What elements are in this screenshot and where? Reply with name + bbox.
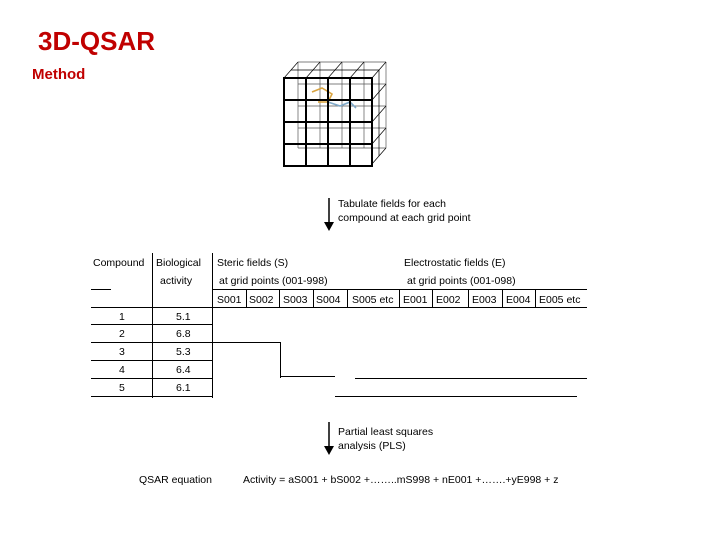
table-divider	[91, 307, 587, 308]
row-4-activity: 6.4	[176, 364, 191, 376]
table-divider	[399, 289, 400, 307]
field-col-e003: E003	[472, 294, 497, 306]
header-biological: Biological	[156, 257, 201, 269]
table-divider	[212, 342, 280, 343]
field-col-s002: S002	[249, 294, 274, 306]
table-divider	[280, 342, 281, 378]
grid-cube-illustration	[278, 58, 408, 182]
header-steric-points: at grid points (001-998)	[219, 275, 328, 287]
table-divider	[212, 253, 213, 398]
row-5-activity: 6.1	[176, 382, 191, 394]
table-divider	[279, 289, 280, 307]
table-divider	[152, 253, 153, 398]
field-col-s004: S004	[316, 294, 341, 306]
down-arrow-1-icon	[323, 198, 335, 232]
row-3-activity: 5.3	[176, 346, 191, 358]
row-1-activity: 5.1	[176, 311, 191, 323]
table-divider	[246, 289, 247, 307]
header-compound: Compound	[93, 257, 145, 269]
slide-subtitle: Method	[32, 66, 86, 83]
slide-title: 3D-QSAR	[38, 26, 156, 56]
tabulate-note: Tabulate fields for each compound at each grid point	[338, 198, 471, 224]
field-col-e005: E005 etc	[539, 294, 581, 306]
table-divider	[91, 396, 212, 397]
row-4-compound: 4	[119, 364, 125, 376]
row-3-compound: 3	[119, 346, 125, 358]
row-5-compound: 5	[119, 382, 125, 394]
field-col-s005: S005 etc	[352, 294, 394, 306]
down-arrow-2-icon	[323, 422, 335, 456]
table-divider	[468, 289, 469, 307]
field-col-e002: E002	[436, 294, 461, 306]
table-divider	[91, 342, 212, 343]
table-divider	[535, 289, 536, 307]
row-2-compound: 2	[119, 328, 125, 340]
table-divider	[502, 289, 503, 307]
field-col-s003: S003	[283, 294, 308, 306]
field-col-s001: S001	[217, 294, 242, 306]
field-col-e001: E001	[403, 294, 428, 306]
table-divider	[91, 378, 212, 379]
pls-note: Partial least squares analysis (PLS)	[338, 426, 434, 452]
table-divider	[335, 396, 577, 397]
table-divider	[91, 360, 212, 361]
table-divider	[91, 324, 212, 325]
header-electrostatic: Electrostatic fields (E)	[404, 257, 506, 269]
table-divider	[432, 289, 433, 307]
table-divider	[280, 376, 335, 377]
row-2-activity: 6.8	[176, 328, 191, 340]
header-activity: activity	[160, 275, 193, 287]
header-electrostatic-points: at grid points (001-098)	[407, 275, 516, 287]
qsar-equation: Activity = aS001 + bS002 +……..mS998 + nE001 +…….+yE998 + z	[243, 474, 559, 486]
row-1-compound: 1	[119, 311, 125, 323]
table-divider	[347, 289, 348, 307]
table-divider	[91, 289, 111, 290]
table-divider	[313, 289, 314, 307]
table-divider	[355, 378, 587, 379]
field-col-e004: E004	[506, 294, 531, 306]
header-steric: Steric fields (S)	[217, 257, 289, 269]
qsar-equation-label: QSAR equation	[139, 474, 212, 486]
